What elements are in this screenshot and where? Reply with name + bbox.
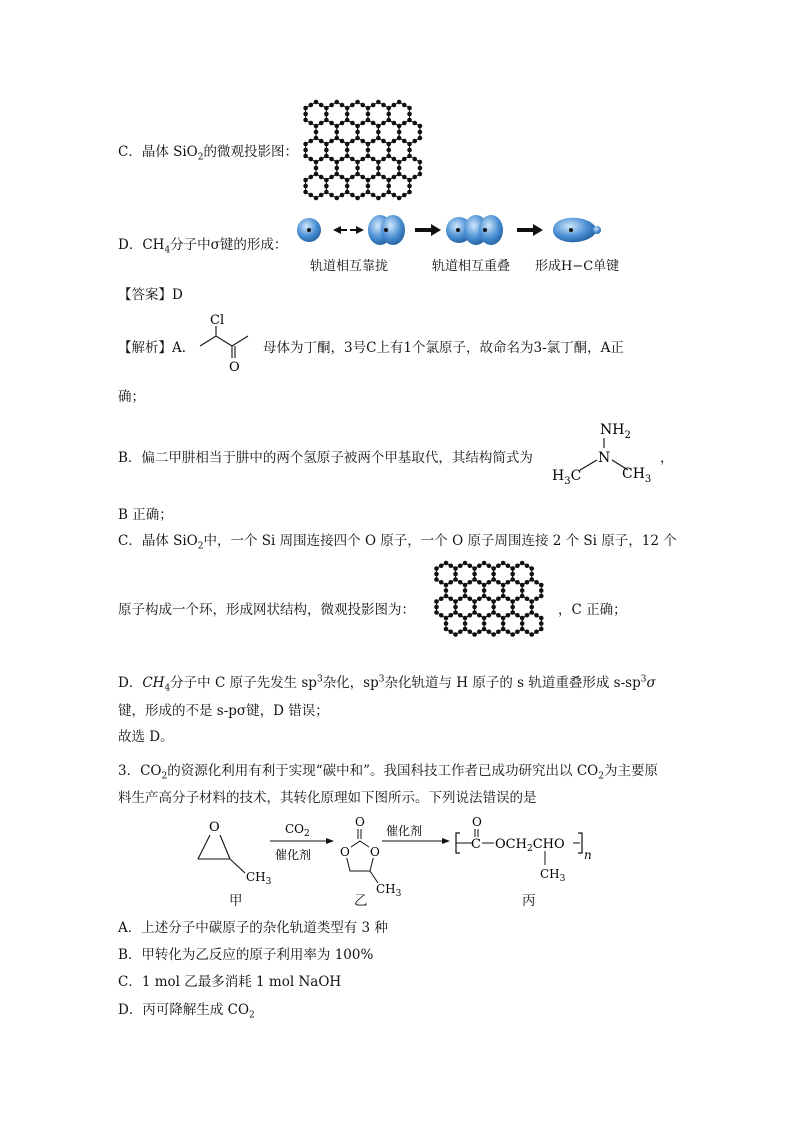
chlorobutanone-structure <box>196 312 262 374</box>
poly-och-sub: 2 <box>526 844 533 854</box>
analysis-d-line1 <box>118 671 656 694</box>
svg-text:CH3 <box>540 867 566 884</box>
yi-o-right: O <box>370 845 380 859</box>
q3-option-c: C．1 mol 乙最多消耗 1 mol NaOH <box>118 974 342 990</box>
cl-label: Cl <box>210 313 225 328</box>
reagent-co2: CO <box>285 822 305 836</box>
epoxide-o: O <box>209 820 220 835</box>
sio2-lattice-figure-1 <box>300 98 444 200</box>
poly-o: O <box>472 815 482 829</box>
label-yi: 乙 <box>354 893 368 909</box>
orbital-stage-2 <box>446 215 503 245</box>
option-d <box>118 233 287 256</box>
reagent-co2-sub: 2 <box>304 829 310 839</box>
analysis-d-line2: 键，形成的不是 s-pσ键，D 错误； <box>118 703 329 719</box>
q3-line2: 料生产高分子材料的技术，其转化原理如下图所示。下列说法错误的是 <box>118 790 537 806</box>
yi-o-left: O <box>340 845 350 859</box>
analysis-b-text2: B 正确； <box>118 507 173 523</box>
q3-line1-c: 为主要原 <box>603 763 658 779</box>
q3-co2-sub-1: 2 <box>161 771 168 782</box>
option-d-suffix: 分子中σ键的形成： <box>170 237 288 253</box>
analysis-c-line1 <box>118 529 677 552</box>
option-c <box>118 140 298 163</box>
catalyst-2: 催化剂 <box>386 824 423 838</box>
h3c-sub: 3 <box>564 476 571 487</box>
option-c-suffix: 的微观投影图： <box>203 144 298 160</box>
ch3-ch: CH <box>622 466 645 482</box>
orbital-overlap-figure <box>295 212 615 250</box>
svg-text:CH3 <box>246 870 272 887</box>
ch3-sub: 3 <box>644 474 652 485</box>
q3-line1 <box>118 759 658 782</box>
yi-o-top: O <box>355 815 365 829</box>
poly-och: OCH <box>495 837 527 852</box>
poly-cho: CHO <box>532 837 565 852</box>
q3-line1-b: 的资源化利用有利于实现“碳中和”。我国科技工作者已成功研究出以 CO <box>167 763 599 779</box>
poly-n: n <box>584 848 592 862</box>
q3-line1-a: 3．CO <box>118 763 162 779</box>
arrow-step-2 <box>382 823 450 844</box>
arrow-1 <box>415 224 441 236</box>
label-bing: 丙 <box>522 893 536 909</box>
analysis-a-text2: 确； <box>118 389 145 405</box>
q3-option-d-text: D．丙可降解生成 CO <box>118 1002 250 1018</box>
answer-line: 【答案】D <box>118 287 183 303</box>
jia-ch: CH <box>246 870 266 884</box>
sup3-c: 3 <box>640 674 647 685</box>
nh2-sub: 2 <box>624 430 631 441</box>
poly-c: C <box>471 837 481 852</box>
sio2-lattice-figure-2 <box>432 558 554 650</box>
analysis-c-line1-b: 中，一个 Si 周围连接四个 O 原子，一个 O 原子周围连接 2 个 Si 原子，12 个 <box>203 533 677 549</box>
o-label: O <box>229 360 240 375</box>
label-jia: 甲 <box>229 893 243 909</box>
analysis-d-ch-sub: 4 <box>164 683 171 694</box>
arrow-2 <box>517 224 543 236</box>
bing-ch-sub: 3 <box>559 874 566 884</box>
epoxide-jia <box>198 820 272 887</box>
n-label: N <box>598 450 611 466</box>
sigma-symbol: σ <box>646 675 656 691</box>
svg-text:CO2 <box>285 822 310 839</box>
analysis-c-line2-b: ，C 正确； <box>558 602 627 618</box>
yi-ch-sub: 3 <box>395 889 402 899</box>
catalyst-1: 催化剂 <box>275 848 312 862</box>
svg-text:H3C <box>552 468 581 487</box>
analysis-b-comma: ， <box>660 450 674 466</box>
analysis-d-line1-d: 杂化轨道与 H 原子的 s 轨道重叠形成 s-sp <box>384 675 641 691</box>
sup3-a: 3 <box>316 674 323 685</box>
option-c-prefix: C．晶体 SiO <box>118 144 198 160</box>
yi-ch: CH <box>376 882 396 896</box>
analysis-d-line1-a: D． <box>118 675 143 691</box>
option-d-sub: 4 <box>164 245 171 256</box>
analysis-a-text: 母体为丁酮，3号C上有1个氯原子，故命名为3-氯丁酮，A正 <box>263 340 624 356</box>
polymer-bing <box>456 815 592 884</box>
analysis-d-ch: CH <box>142 675 165 691</box>
orbital-label-2: 轨道相互重叠 <box>432 259 511 274</box>
analysis-b-text: B．偏二甲肼相当于肼中的两个氢原子被两个甲基取代，其结构简式为 <box>118 450 533 466</box>
svg-text:CH3 <box>622 466 651 485</box>
analysis-a-label: 【解析】A． <box>118 340 196 356</box>
h3c-h: H <box>552 468 565 484</box>
jia-ch-sub: 3 <box>265 877 272 887</box>
sup3-b: 3 <box>378 674 385 685</box>
svg-text:OCH2CHO <box>495 837 565 854</box>
option-c-sub: 2 <box>197 152 204 163</box>
analysis-c-line2-a: 原子构成一个环，形成网状结构，微观投影图为： <box>118 602 415 618</box>
udmh-structure <box>550 418 660 488</box>
svg-text:CH3 <box>376 882 402 899</box>
option-d-prefix: D．CH <box>118 237 165 253</box>
nh2-label: NH <box>600 422 625 438</box>
q3-co2-sub-2: 2 <box>598 771 604 782</box>
analysis-d-line1-b: 分子中 C 原子先发生 sp <box>170 675 317 691</box>
analysis-c-line1-sub: 2 <box>197 541 204 552</box>
orbital-stage-1 <box>297 215 405 245</box>
q3-option-b: B．甲转化为乙反应的原子利用率为 100% <box>118 947 374 963</box>
analysis-c-line1-a: C．晶体 SiO <box>118 533 198 549</box>
orbital-label-3: 形成H−C单键 <box>535 259 620 274</box>
q3-option-a: A．上述分子中碳原子的杂化轨道类型有 3 种 <box>118 920 388 936</box>
orbital-stage-3 <box>553 218 601 243</box>
conclusion: 故选 D。 <box>118 729 174 745</box>
svg-text:NH2 <box>600 422 631 441</box>
analysis-d-line1-c: 杂化，sp <box>322 675 379 691</box>
bing-ch: CH <box>540 867 560 881</box>
q3-option-d-sub: 2 <box>249 1010 255 1021</box>
q3-option-d <box>118 998 255 1021</box>
orbital-label-1: 轨道相互靠拢 <box>310 259 389 274</box>
arrow-step-1 <box>270 822 334 862</box>
h3c-c: C <box>570 468 582 484</box>
